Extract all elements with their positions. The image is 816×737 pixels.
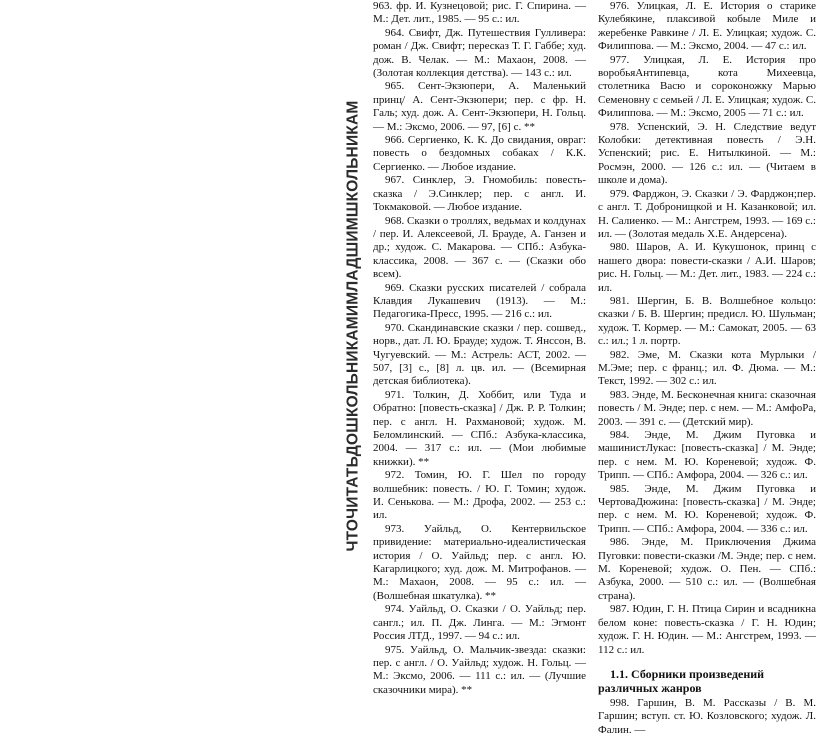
- entry-971: 971. Толкин, Д. Хоббит, или Туда и Обратно: [повесть-сказка] / Дж. Р. Р. Толкин; пер. с англ. Н. Рахмановой; худож. М. Беломлинский. — СПб.: Азбука-классика, 2004. — 317 с.: ил. — (Мои любимые книжки). **: [373, 388, 586, 468]
- entry-967: 967. Синклер, Э. Гномобиль: повесть-сказка / Э.Синклер; пер. с англ. И. Токмаковой. — Любое издание.: [373, 174, 586, 214]
- entry-975: 975. Уайльд, О. Мальчик-звезда: сказки: пер. с англ. / О. Уайльд; худож. Н. Гольц. — М.: Эксмо, 2006. — 111 с.: ил. — (Лучшие сказочники мира). **: [373, 643, 586, 696]
- entry-986: 986. Энде, М. Приключения Джима Пуговки: повести-сказки /М. Энде; пер. с нем. М. Кореневой; худож. О. Пен. — СПб.: Азбука, 2000. — 510 с.: ил. — (Волшебная страна).: [598, 536, 816, 602]
- section-heading: 1.1. Сборники произведений различных жанров: [598, 666, 765, 695]
- entry-982: 982. Эме, М. Сказки кота Мурлыки / М.Эме; пер. с франц.; ил. Ф. Дюма. — М.: Текст, 1992. — 302 с.: ил.: [598, 348, 816, 388]
- entry-973: 973. Уайльд, О. Кентервильское привидение: материально-идеалистическая история / О. Уайльд; пер. с англ. Ю. Кагарлицкого; худ. дож. М. Митрофанов. — М.: Махаон, 2008. — 95 с.: ил. — (Волшебная шкатулка). **: [373, 522, 586, 602]
- entry-977: 977. Улицкая, Л. Е. История про воробьяАнтипевца, кота Михеевца, столетника Васю и сороконожку Марью Семеновну с семьей / Л. Е. Улицкая; худож. С. Филиппова. — М.: Эксмо, 2005 — 71 с.: ил.: [598, 53, 816, 120]
- entry-983: 983. Энде, М. Бесконечная книга: сказочная повесть / М. Энде; пер. с нем. — М.: АмфоРа, 2003. — 391 с. — (Детский мир).: [598, 388, 816, 428]
- entry-963: 963. фр. И. Кузнецовой; рис. Г. Спирина. — М.: Дет. лит., 1985. — 95 с.: ил.: [373, 0, 586, 26]
- entry-979: 979. Фарджон, Э. Сказки / Э. Фарджон;пер. с англ. Т. Добронищкой и Н. Казанковой; ил. Н. Салиенко. — М.: Ангстрем, 1993. — 169 с.: ил. — (Золотая медаль Х.Е. Андерсена).: [598, 187, 816, 240]
- entry-981: 981. Шергин, Б. В. Волшебное кольцо: сказки / Б. В. Шергин; предисл. Ю. Шульман; худож. Т. Кормер. — М.: Самокат, 2005. — 63 с.: ил.; 1 л. портр.: [598, 294, 816, 348]
- entry-974: 974. Уайльд, О. Сказки / О. Уайльд; пер. сангл.; ил. П. Дж. Линга. — М.: Эгмонт Россия ЛТД., 1997. — 94 с.: ил.: [373, 603, 586, 643]
- entry-978: 978. Успенский, Э. Н. Следствие ведут Колобки: детективная повесть / Э.Н. Успенский; рис. Е. Нитылкиной. — М.: Росмэн, 2000. — 126 с.: ил. — (Читаем в школе и дома).: [598, 120, 816, 187]
- entry-987: 987. Юдин, Г. Н. Птица Сирин и всадникна белом коне: повесть-сказка / Г. Н. Юдин; худож. Г. Н. Юдин. — М.: Ангстрем, 1993. — 112 с.: ил.: [598, 603, 816, 656]
- entry-965: 965. Сент-Экзюпери, А. Маленький принц/ А. Сент-Экзюпери; пер. с фр. Н. Галь; худ. дож. А. Сент-Экзюпери, Н. Гольц. — М.: Эксмо, 2006. — 97, [6] с. **: [373, 80, 586, 133]
- side-banner: [336, 0, 370, 651]
- entry-966: 966. Сергиенко, К. К. До свидания, овраг: повесть о бездомных собаках / К.К. Сергиенко. — Любое издание.: [373, 134, 586, 173]
- entry-964: 964. Свифт, Дж. Путешествия Гулливера: роман / Дж. Свифт; пересказ Т. Г. Габбе; худ. дож. В. Челак. — М.: Махаон, 2008. — (Золотая коллекция детства). — 143 с.: ил.: [373, 26, 586, 80]
- entry-969: 969. Сказки русских писателей / собрала Клавдия Лукашевич (1913). — М.: Педагогика-Пресс, 1995. — 216 с.: ил.: [373, 281, 586, 321]
- left-column: [373, 0, 586, 697]
- entry-970: 970. Скандинавские сказки / пер. сошвед., норв., дат. Л. Ю. Брауде; худож. Т. Янссон, В. Чугуевский. — М.: Астрель: АСТ, 2002. — 507, [3] с., [8] л. цв. ил. — (Всемирная детская библиотека).: [373, 321, 586, 388]
- side-banner-text: ЧТОЧИТАТЬДОШКОЛЬНИКАМИМЛАДШИМШКОЛЬНИКАМ: [344, 100, 362, 551]
- entry-968: 968. Сказки о троллях, ведьмах и колдунах / пер. И. Алексеевой, Л. Брауде, А. Ганзен и др.; худож. С. Макарова. — СПб.: Азбука-классика, 2008. — 367 с. — (Сказки обо всем).: [373, 214, 586, 281]
- entry-976: 976. Улицкая, Л. Е. История о старике Кулебякине, плаксивой кобыле Миле и жеребенке Равкине / Л. Е. Улицкая; худож. С. Филиппова. — М.: Эксмо, 2004. — 47 с.: ил.: [598, 0, 816, 53]
- entry-998: 998. Гаршин, В. М. Рассказы / В. М. Гаршин; вступ. ст. Ю. Козловского; худож. Л. Фалин. —: [598, 696, 816, 736]
- entry-985: 985. Энде, М. Джим Пуговка и ЧертоваДюжина: [повесть-сказка] / М. Энде; пер. с нем. М. Ю. Кореневой; худож. Ф. Трипп. — СПб.: Амфора, 2004. — 336 с.: ил.: [598, 482, 816, 535]
- entry-980: 980. Шаров, А. И. Кукушонок, принц с нашего двора: повести-сказки / А.И. Шаров; рис. Н. Гольц. — М.: Дет. лит., 1983. — 224 с.: ил.: [598, 241, 816, 294]
- entry-984: 984. Энде, М. Джим Пуговка и машинистЛукас: [повесть-сказка] / М. Энде; пер. с нем. М. Ю. Кореневой; худож. Ф. Трипп. — СПб.: Амфора, 2004. — 326 с.: ил.: [598, 429, 816, 482]
- entry-972: 972. Томин, Ю. Г. Шел по городу волшебник: повесть. / Ю. Г. Томин; худож. И. Сенькова. — М.: Дрофа, 2002. — 253 с.: ил.: [373, 469, 586, 522]
- right-column: [598, 0, 816, 737]
